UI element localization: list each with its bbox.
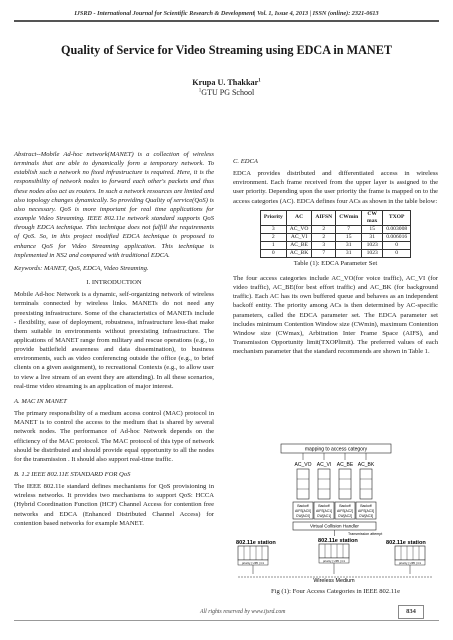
table-header: AIFSN — [312, 210, 336, 225]
table-header-row — [260, 210, 410, 225]
queue-label-be: AC_BE — [336, 462, 354, 468]
author-sup: 1 — [258, 78, 261, 84]
table-header: TXOP — [383, 210, 411, 225]
backoff-cw: CW[AC2] — [337, 514, 353, 518]
subsection-c-heading: C. EDCA — [233, 158, 258, 165]
table-cell: 15 — [362, 225, 383, 233]
affiliation: GTU PG School — [201, 88, 255, 97]
subsection-b-heading: B. 1.2 IEEE 802.11E STANDARD FOR QoS — [14, 471, 131, 478]
backoff-aifs: AIFS[AC0] — [294, 509, 312, 513]
author-line — [0, 78, 453, 87]
table-cell: 0 — [383, 241, 411, 249]
backoff-aifs: AIFS[AC2] — [336, 509, 354, 513]
station-priority: priority | UP0 | C1 — [242, 561, 264, 565]
backoff-label: Backoff — [297, 504, 309, 508]
mapping-arrows — [303, 453, 366, 460]
footer-rule — [14, 620, 439, 621]
subsection-c-text: EDCA provides distributed and differentiated access in wireless environment. Each frame received from the upper layer is assigned to the user priority. Depending upon the user priority the frame is mapped on to the access categories (AC). EDCA defines four ACs as shown in the table below: — [233, 170, 438, 205]
table-row — [260, 233, 410, 241]
wireless-medium-label: Wireless Medium — [313, 578, 355, 584]
station-label: 802.11e station — [318, 538, 358, 544]
affiliation-line — [0, 88, 453, 97]
table-row — [260, 241, 410, 249]
station-priority: priority | UP0 | C1 — [399, 561, 421, 565]
right-column — [233, 150, 438, 356]
station-label: 802.11e station — [386, 540, 426, 546]
table-cell: AC_BK — [286, 249, 312, 257]
backoff-cw: CW[AC0] — [295, 514, 311, 518]
table-cell: 0 — [260, 249, 286, 257]
table-cell: 31 — [336, 241, 362, 249]
table-cell: 0.003008 — [383, 225, 411, 233]
backoff-label: Backoff — [318, 504, 330, 508]
table-header: AC — [286, 210, 312, 225]
backoff-label: Backoff — [360, 504, 372, 508]
footer-rights: All rights reserved by www.ijsrd.com — [200, 609, 286, 615]
table-cell: 2 — [312, 233, 336, 241]
queue-bk — [360, 469, 372, 499]
table-cell: 1023 — [362, 241, 383, 249]
subsection-b-text: The IEEE 802.11e standard defines mechanisms for QoS provisioning in wireless networks. It provides two mechanisms to support QoS: HCCA (Hybrid Coordination Function (HCF) Channel Access for contention free networks and EDCA (Enhanced Distributed Channel Access) for contention based networks for example MANET. — [14, 483, 214, 527]
collision-handler-label: Virtual Collision Handler — [310, 523, 359, 529]
table-cell: 2 — [260, 233, 286, 241]
left-column — [14, 150, 214, 528]
queue-label-vi: AC_VI — [316, 462, 332, 468]
station-priority: priority | UP0 | C1 — [323, 559, 345, 563]
table-cell: 0.006016 — [383, 233, 411, 241]
queue-label-bk: AC_BK — [357, 462, 375, 468]
table-cell: AC_VI — [286, 233, 312, 241]
backoff-aifs: AIFS[AC3] — [357, 509, 375, 513]
table-header: Priority — [260, 210, 286, 225]
queue-vo — [297, 469, 309, 499]
affiliation-sup: 1 — [198, 88, 202, 94]
table-cell: 15 — [336, 233, 362, 241]
tx-attempt-label: Transmission attempt — [348, 532, 383, 536]
backoff-cw: CW[AC1] — [316, 514, 332, 518]
queue-label-vo: AC_VO — [294, 462, 312, 468]
journal-header: IJSRD - International Journal for Scientific Research & Development| Vol. 1, Issue 4, 2013 | ISSN (online): 2321-0613 — [74, 10, 379, 17]
table-row — [260, 225, 410, 233]
figure-caption: Fig (1): Four Access Categories in IEEE 802.11e — [270, 588, 401, 595]
keywords: Keywords: MANET, QoS, EDCA, Video Streaming. — [14, 264, 149, 272]
queue-vi — [318, 469, 330, 499]
table-cell: 0 — [383, 249, 411, 257]
table-cell: 1 — [260, 241, 286, 249]
table-cell: 7 — [312, 249, 336, 257]
table-header: CW max — [362, 210, 383, 225]
subsection-a-text: The primary responsibility of a medium access control (MAC) protocol in MANET is to control the access to the medium that is shared by several network nodes. The performance of Ad-hoc Network depends on the efficiency of the MAC protocol. The MAC protocol of this type of network should be distributed and should provide equal opportunity to all the nodes for the transmission . It should also support real-time traffic. — [14, 410, 214, 463]
station-center — [318, 538, 358, 563]
table-cell: 1023 — [362, 249, 383, 257]
table-cell: AC_BE — [286, 241, 312, 249]
station-left — [236, 540, 276, 565]
backoff-label: Backoff — [339, 504, 351, 508]
station-label: 802.11e station — [236, 540, 276, 546]
section-introduction-heading: I. INTRODUCTION — [86, 279, 142, 287]
queue-be — [339, 469, 351, 499]
table-cell: 3 — [260, 225, 286, 233]
ac-description: The four access categories include AC_VO(for voice traffic), AC_VI (for video traffic), AC_BE(for best effort traffic) and AC_BK (for background traffic). Each AC has its own buffered queue and behaves as an independent backoff entity. The priority among ACs is then determined by AC-specific parameters, called the EDCA parameter set. The EDCA parameter set includes minimum Contention Window size (CWmin), maximum Contention Window size (CWmax), Arbitration Inter Frame Space (AIFS), and Transmission Opportunity limit(TXOPlimit). The preferred values of each mechanism parameter that the standard recommends are shown in Table 1. — [233, 274, 438, 356]
table-cell: 2 — [312, 225, 336, 233]
introduction-text: Mobile Ad-hoc Network is a dynamic, self-organizing network of wireless terminals connected by wireless links. MANETs do not need any preexisting infrastructure. Some of the characteristics of MANETs include - flexibility, ease of deployment, robustness, infrastructure less-that make them suitable in environments without preexisting infrastructure. The applications of MANET range from military and rescue operations (e.g., to provide battlefield awareness and data dissemination), to business environments, such as video conferencing outside the office (e.g., to brief clients on a given assignment), to recreational Contexts (e.g., to allow user to view a live stream of an event they are attending). In all these scenarios, real-time video streaming is an application of major interest. — [14, 291, 214, 390]
backoff-cw: CW[AC3] — [358, 514, 374, 518]
table-header: CWmin — [336, 210, 362, 225]
table-cell: AC_VO — [286, 225, 312, 233]
table-cell: 31 — [336, 249, 362, 257]
abstract: Abstract--Mobile Ad-hoc network(MANET) is a collection of wireless terminals that are able to dynamically form a temporary network. To establish such a network no fixed infrastructure is required. Here, it is the responsibility of network nodes to forward each other's packets and thus these nodes also act as routers. In such a network resources are limited and also topology changes dynamically. So providing Quality of service(QoS) is also necessary. QoS is more important for real time applications for example Video Streaming. IEEE 802.11e network standard supports QoS through EDCA technique. This technique does not fulfill the requirements of QoS. So, in this project modified EDCA technique is proposed to enhance QoS for Video Streaming application. This technique is implemented in NS2 and compared with traditional EDCA. — [14, 151, 214, 259]
subsection-a-heading: A. MAC IN MANET — [14, 397, 67, 405]
table-cell: 31 — [362, 233, 383, 241]
edca-parameter-table — [260, 210, 411, 258]
table-cell: 3 — [312, 241, 336, 249]
access-categories-figure — [233, 442, 438, 584]
author-name: Krupa U. Thakkar — [192, 78, 259, 87]
header-rule — [14, 20, 439, 22]
backoff-aifs: AIFS[AC1] — [315, 509, 333, 513]
table-caption: Table (1): EDCA Parameter Set — [293, 259, 378, 267]
mapping-label: mapping to access category — [304, 446, 368, 453]
page-number: 834 — [398, 605, 424, 619]
table-row — [260, 249, 410, 257]
table-cell: 7 — [336, 225, 362, 233]
paper-title: Quality of Service for Video Streaming using EDCA in MANET — [61, 43, 392, 57]
station-right — [386, 540, 426, 565]
